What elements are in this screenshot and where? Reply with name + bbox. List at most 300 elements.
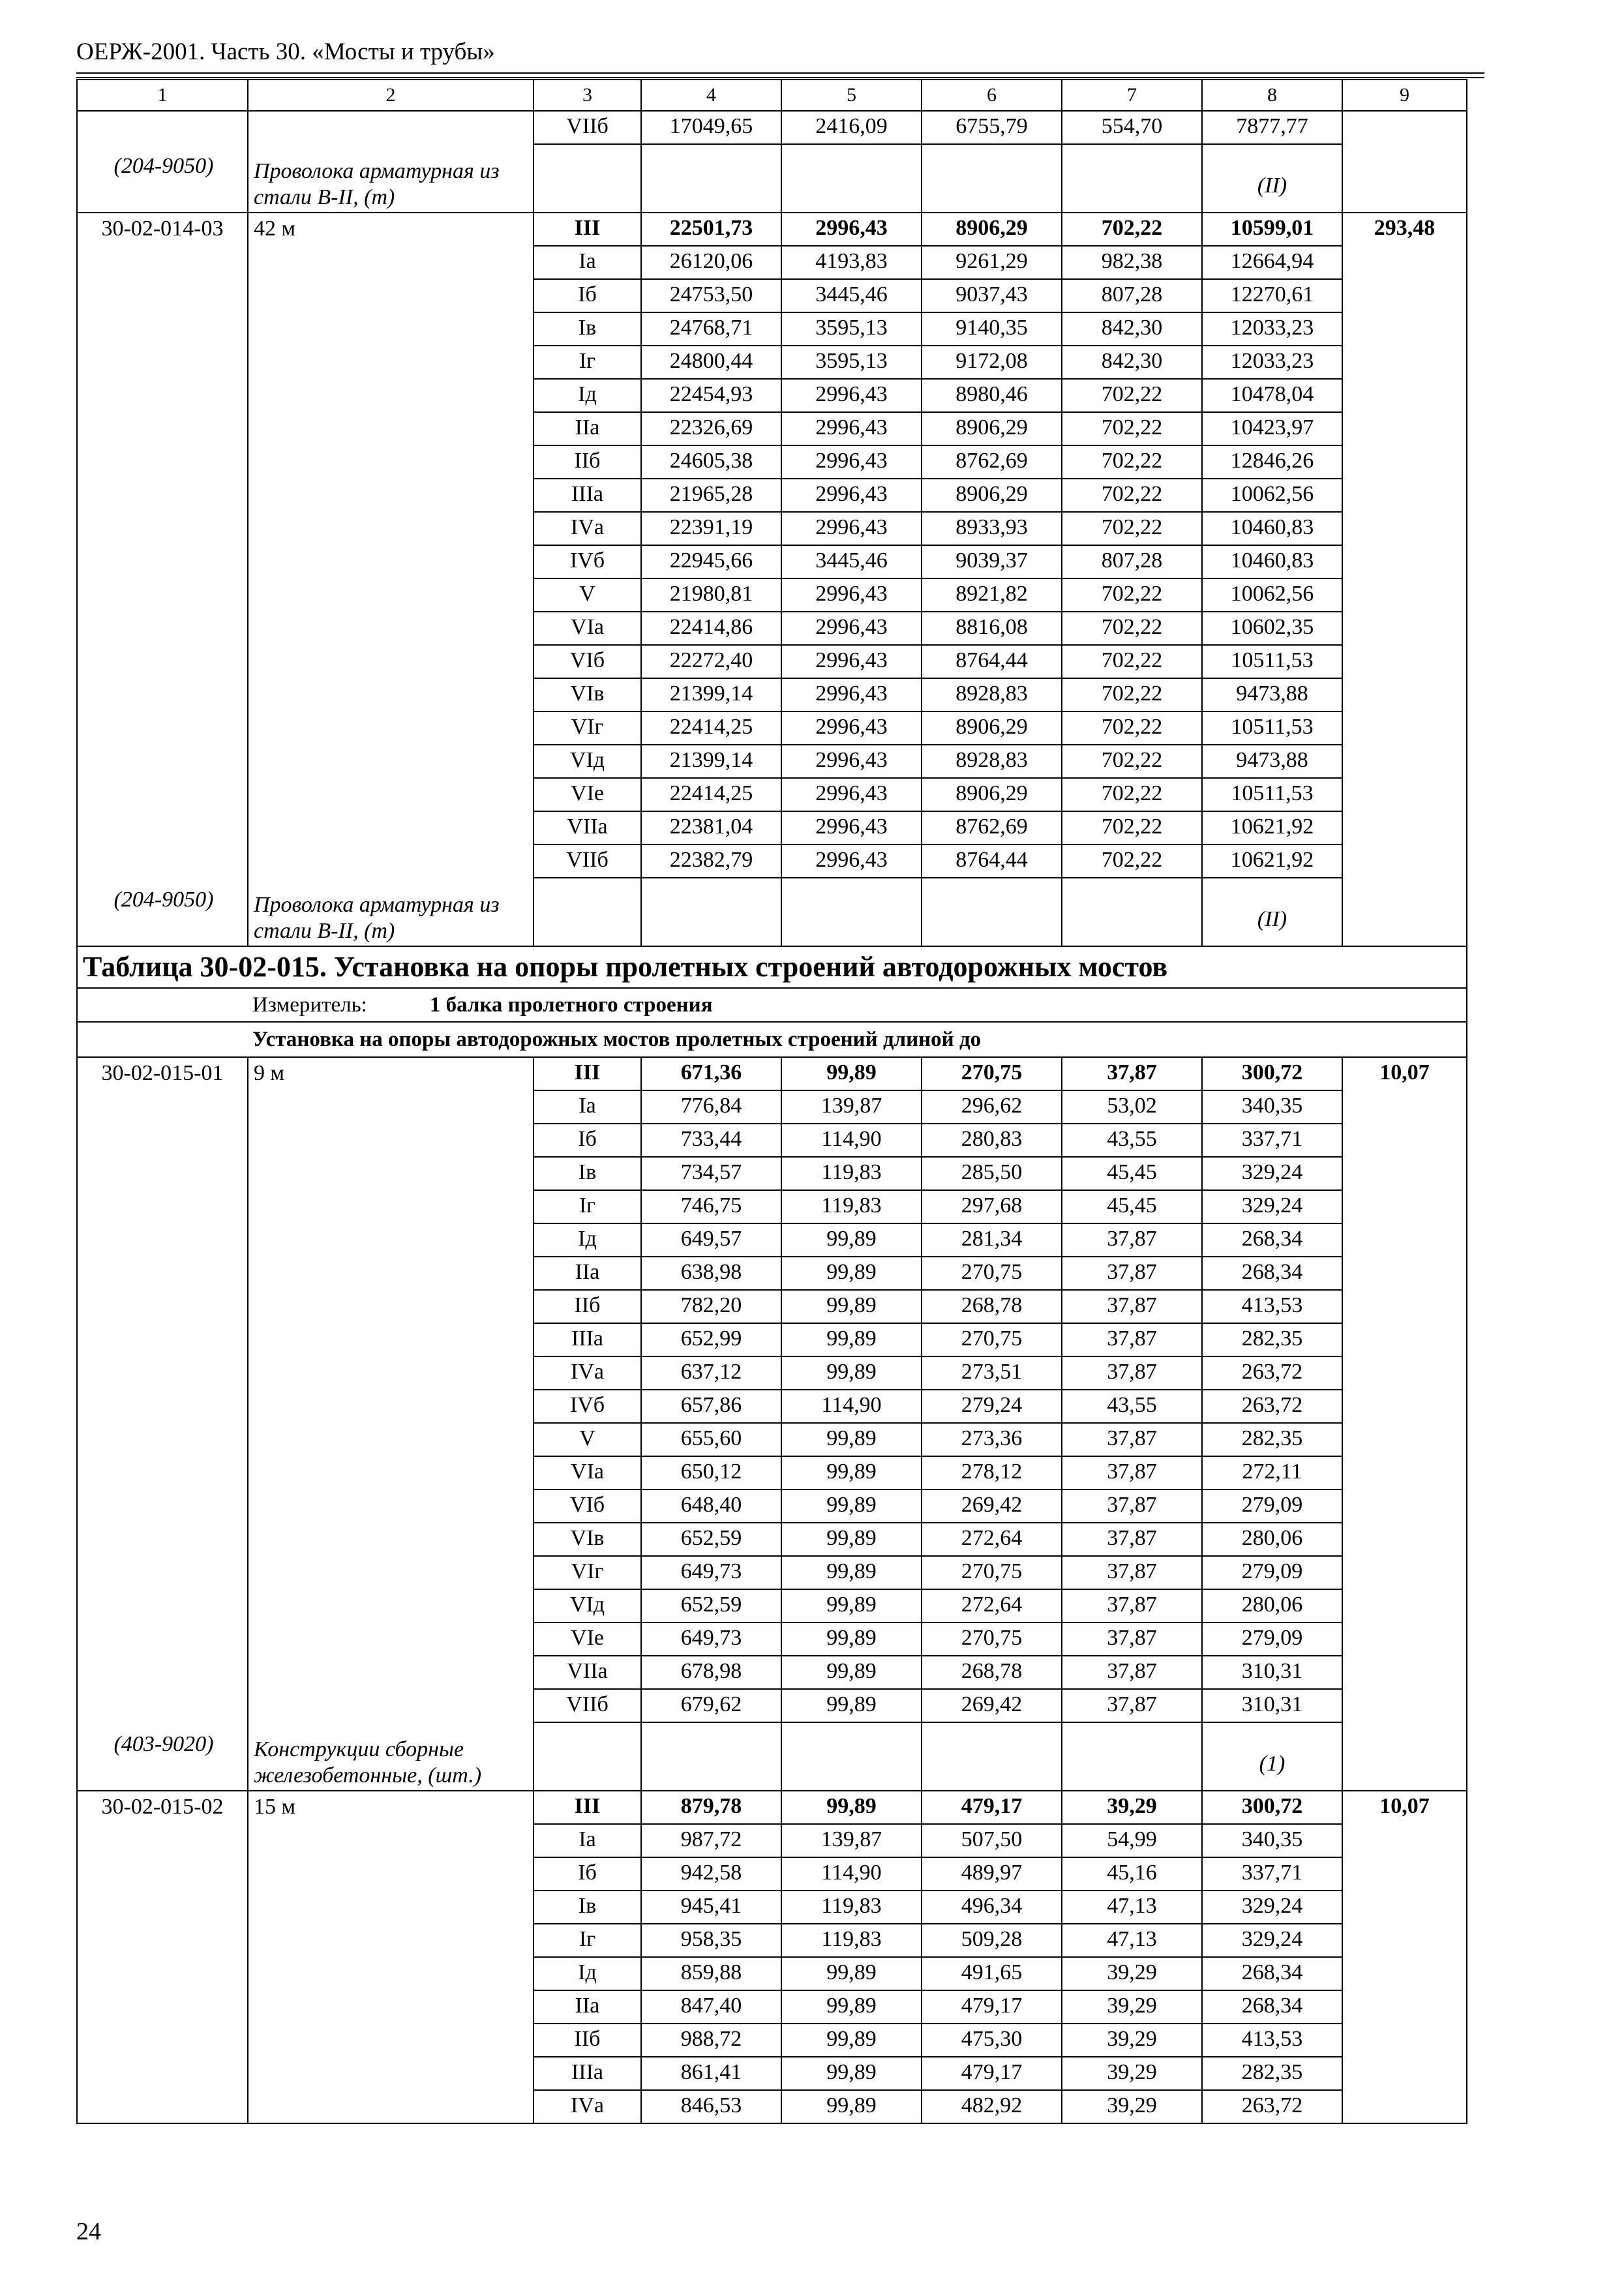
value-cell: 2996,43 (781, 778, 922, 811)
value-cell: 637,12 (641, 1356, 781, 1390)
value-cell: 679,62 (641, 1689, 781, 1722)
row-label: VIг (534, 1556, 641, 1589)
value-cell: 482,92 (922, 2090, 1062, 2123)
value-cell: 10621,92 (1202, 845, 1342, 878)
value-cell: 139,87 (781, 1090, 922, 1124)
value-cell: 99,89 (781, 2024, 922, 2057)
row-label: IVб (534, 1390, 641, 1423)
row-label: V (534, 1423, 641, 1456)
value-cell: 10062,56 (1202, 479, 1342, 512)
value-cell: 37,87 (1062, 1556, 1202, 1589)
subtitle-row (77, 1022, 1467, 1057)
value-cell: 21399,14 (641, 678, 781, 711)
table-row (77, 1791, 1467, 1824)
value-cell: 842,30 (1062, 312, 1202, 346)
row-label: IIа (534, 1990, 641, 2024)
empty-cell (922, 1722, 1062, 1791)
value-cell: 2996,43 (781, 845, 922, 878)
value-cell: 8906,29 (922, 479, 1062, 512)
value-cell: 296,62 (922, 1090, 1062, 1124)
value-cell: 270,75 (922, 1623, 1062, 1656)
row-label: Iд (534, 379, 641, 412)
row-label: IIIа (534, 1323, 641, 1356)
value-cell: 10423,97 (1202, 412, 1342, 445)
value-cell: 268,78 (922, 1656, 1062, 1689)
value-cell: 45,45 (1062, 1157, 1202, 1190)
value-cell: 807,28 (1062, 279, 1202, 312)
value-cell: 268,34 (1202, 1990, 1342, 2024)
value-cell: 702,22 (1062, 479, 1202, 512)
value-cell: 99,89 (781, 1523, 922, 1556)
value-cell: 2996,43 (781, 379, 922, 412)
value-cell: 2416,09 (781, 111, 922, 144)
empty-cell (1062, 878, 1202, 946)
row-label: IVа (534, 1356, 641, 1390)
value-cell: 24605,38 (641, 445, 781, 479)
value-cell: 702,22 (1062, 612, 1202, 645)
value-cell: 8762,69 (922, 445, 1062, 479)
value-cell: 37,87 (1062, 1523, 1202, 1556)
value-cell: 8906,29 (922, 213, 1062, 246)
row-label: III (534, 213, 641, 246)
value-cell: 269,42 (922, 1689, 1062, 1722)
value-cell: 678,98 (641, 1656, 781, 1689)
value-cell: 2996,43 (781, 578, 922, 612)
value-cell: 9172,08 (922, 346, 1062, 379)
value-cell: 285,50 (922, 1157, 1062, 1190)
value-cell: 657,86 (641, 1390, 781, 1423)
value-cell: 99,89 (781, 1556, 922, 1589)
row-label: VIг (534, 711, 641, 745)
value-cell: 12033,23 (1202, 346, 1342, 379)
value-cell: 649,57 (641, 1223, 781, 1257)
value-cell: 12033,23 (1202, 312, 1342, 346)
value-cell: 119,83 (781, 1924, 922, 1957)
row-label: VIе (534, 778, 641, 811)
value-cell: 10602,35 (1202, 612, 1342, 645)
value-cell: 268,78 (922, 1290, 1062, 1323)
value-cell: 776,84 (641, 1090, 781, 1124)
value-cell: 479,17 (922, 1791, 1062, 1824)
column-number: 1 (77, 80, 248, 111)
row-label: VIIб (534, 1689, 641, 1722)
value-cell: 47,13 (1062, 1924, 1202, 1957)
value-cell: 7877,77 (1202, 111, 1342, 144)
value-cell: 337,71 (1202, 1857, 1342, 1891)
col9-cell (1342, 111, 1467, 213)
value-cell: 99,89 (781, 1957, 922, 1990)
value-cell: 39,29 (1062, 1791, 1202, 1824)
value-cell: 43,55 (1062, 1390, 1202, 1423)
value-cell: 22326,69 (641, 412, 781, 445)
value-cell: 114,90 (781, 1124, 922, 1157)
value-cell: 114,90 (781, 1857, 922, 1891)
value-cell: 3445,46 (781, 545, 922, 578)
value-cell: 139,87 (781, 1824, 922, 1857)
row-label: VIа (534, 1456, 641, 1489)
value-cell: 958,35 (641, 1924, 781, 1957)
value-cell: 413,53 (1202, 1290, 1342, 1323)
value-cell: 99,89 (781, 1489, 922, 1523)
row-label: V (534, 578, 641, 612)
value-cell: 12664,94 (1202, 246, 1342, 279)
value-cell: 3595,13 (781, 312, 922, 346)
row-label: Iг (534, 346, 641, 379)
empty-cell (641, 144, 781, 213)
value-cell: 10599,01 (1202, 213, 1342, 246)
value-cell: 263,72 (1202, 1390, 1342, 1423)
value-cell: 650,12 (641, 1456, 781, 1489)
value-cell: 39,29 (1062, 2090, 1202, 2123)
value-cell: 652,59 (641, 1523, 781, 1556)
value-cell: 10511,53 (1202, 645, 1342, 678)
item-name: 9 м (254, 1061, 285, 1085)
empty-cell (534, 144, 641, 213)
measure-row (77, 988, 1467, 1022)
value-cell: 22414,25 (641, 778, 781, 811)
material-name-line: Проволока арматурная из (254, 893, 500, 917)
price-table (76, 79, 1467, 2124)
value-cell: 37,87 (1062, 1489, 1202, 1523)
row-label: Iв (534, 1157, 641, 1190)
material-mark: (II) (1257, 907, 1287, 931)
value-cell: 8921,82 (922, 578, 1062, 612)
row-label: Iг (534, 1190, 641, 1223)
value-cell: 270,75 (922, 1257, 1062, 1290)
row-label: Iд (534, 1957, 641, 1990)
row-label: Iб (534, 1124, 641, 1157)
row-label: IVа (534, 2090, 641, 2123)
value-cell: 2996,43 (781, 745, 922, 778)
value-cell: 12846,26 (1202, 445, 1342, 479)
value-cell: 17049,65 (641, 111, 781, 144)
value-cell: 22945,66 (641, 545, 781, 578)
value-cell: 99,89 (781, 1356, 922, 1390)
value-cell: 12270,61 (1202, 279, 1342, 312)
value-cell: 24753,50 (641, 279, 781, 312)
value-cell: 942,58 (641, 1857, 781, 1891)
value-cell: 37,87 (1062, 1456, 1202, 1489)
column-number: 4 (641, 80, 781, 111)
value-cell: 279,09 (1202, 1556, 1342, 1589)
item-name: 15 м (254, 1795, 296, 1819)
value-cell: 22414,86 (641, 612, 781, 645)
header-rule (76, 77, 1484, 78)
empty-cell (641, 1722, 781, 1791)
col9-value: 293,48 (1342, 213, 1467, 946)
empty-cell (1062, 144, 1202, 213)
value-cell: 10478,04 (1202, 379, 1342, 412)
value-cell: 272,64 (922, 1589, 1062, 1623)
value-cell: 988,72 (641, 2024, 781, 2057)
value-cell: 24768,71 (641, 312, 781, 346)
value-cell: 99,89 (781, 1623, 922, 1656)
value-cell: 99,89 (781, 1791, 922, 1824)
value-cell: 702,22 (1062, 745, 1202, 778)
value-cell: 702,22 (1062, 678, 1202, 711)
value-cell: 337,71 (1202, 1124, 1342, 1157)
row-label: III (534, 1057, 641, 1090)
value-cell: 702,22 (1062, 578, 1202, 612)
value-cell: 671,36 (641, 1057, 781, 1090)
value-cell: 340,35 (1202, 1824, 1342, 1857)
column-number-row (77, 80, 1467, 111)
column-number: 8 (1202, 80, 1342, 111)
value-cell: 22391,19 (641, 512, 781, 545)
value-cell: 39,29 (1062, 1990, 1202, 2024)
value-cell: 47,13 (1062, 1891, 1202, 1924)
material-name-line: стали В-II, (т) (254, 919, 395, 943)
value-cell: 99,89 (781, 1423, 922, 1456)
value-cell: 99,89 (781, 1589, 922, 1623)
value-cell: 329,24 (1202, 1891, 1342, 1924)
value-cell: 329,24 (1202, 1190, 1342, 1223)
row-label: Iв (534, 312, 641, 346)
value-cell: 22272,40 (641, 645, 781, 678)
value-cell: 842,30 (1062, 346, 1202, 379)
value-cell: 22501,73 (641, 213, 781, 246)
table-row (77, 213, 1467, 246)
value-cell: 987,72 (641, 1824, 781, 1857)
section-title-row (77, 946, 1467, 988)
row-label: IIб (534, 1290, 641, 1323)
value-cell: 37,87 (1062, 1356, 1202, 1390)
value-cell: 54,99 (1062, 1824, 1202, 1857)
value-cell: 279,24 (922, 1390, 1062, 1423)
value-cell: 99,89 (781, 1456, 922, 1489)
value-cell: 278,12 (922, 1456, 1062, 1489)
empty-cell (534, 878, 641, 946)
value-cell: 340,35 (1202, 1090, 1342, 1124)
row-label: IIIа (534, 2057, 641, 2090)
value-cell: 9140,35 (922, 312, 1062, 346)
value-cell: 702,22 (1062, 512, 1202, 545)
value-cell: 8764,44 (922, 845, 1062, 878)
value-cell: 273,36 (922, 1423, 1062, 1456)
value-cell: 10460,83 (1202, 512, 1342, 545)
value-cell: 37,87 (1062, 1323, 1202, 1356)
row-label: Iа (534, 1090, 641, 1124)
row-label: VIе (534, 1623, 641, 1656)
header-rule (76, 72, 1484, 74)
value-cell: 22382,79 (641, 845, 781, 878)
row-label: IIб (534, 445, 641, 479)
value-cell: 297,68 (922, 1190, 1062, 1223)
empty-cell (922, 878, 1062, 946)
value-cell: 10511,53 (1202, 778, 1342, 811)
value-cell: 702,22 (1062, 845, 1202, 878)
value-cell: 638,98 (641, 1257, 781, 1290)
row-label: VIд (534, 1589, 641, 1623)
value-cell: 21965,28 (641, 479, 781, 512)
value-cell: 8933,93 (922, 512, 1062, 545)
column-number: 9 (1342, 80, 1467, 111)
material-name (254, 1737, 530, 1789)
value-cell: 846,53 (641, 2090, 781, 2123)
row-label: VIб (534, 1489, 641, 1523)
material-name-line: Проволока арматурная из (254, 159, 500, 183)
value-cell: 847,40 (641, 1990, 781, 2024)
row-label: Iв (534, 1891, 641, 1924)
measure-label: Измеритель: (252, 993, 367, 1017)
material-mark-cell (1202, 878, 1342, 946)
value-cell: 22414,25 (641, 711, 781, 745)
value-cell: 8816,08 (922, 612, 1062, 645)
row-label: Iа (534, 246, 641, 279)
value-cell: 648,40 (641, 1489, 781, 1523)
value-cell: 8928,83 (922, 745, 1062, 778)
value-cell: 99,89 (781, 2057, 922, 2090)
value-cell: 879,78 (641, 1791, 781, 1824)
value-cell: 652,59 (641, 1589, 781, 1623)
value-cell: 2996,43 (781, 811, 922, 845)
value-cell: 24800,44 (641, 346, 781, 379)
value-cell: 282,35 (1202, 1323, 1342, 1356)
value-cell: 310,31 (1202, 1689, 1342, 1722)
value-cell: 269,42 (922, 1489, 1062, 1523)
row-label: Iб (534, 1857, 641, 1891)
value-cell: 702,22 (1062, 379, 1202, 412)
value-cell: 702,22 (1062, 711, 1202, 745)
value-cell: 8928,83 (922, 678, 1062, 711)
value-cell: 270,75 (922, 1057, 1062, 1090)
row-label: IIIа (534, 479, 641, 512)
value-cell: 282,35 (1202, 1423, 1342, 1456)
table-row (77, 111, 1467, 144)
empty-cell (781, 1722, 922, 1791)
value-cell: 10460,83 (1202, 545, 1342, 578)
empty-cell (534, 1722, 641, 1791)
empty-cell (922, 144, 1062, 213)
value-cell: 37,87 (1062, 1223, 1202, 1257)
value-cell: 6755,79 (922, 111, 1062, 144)
row-label: IIа (534, 412, 641, 445)
value-cell: 10062,56 (1202, 578, 1342, 612)
col9-value: 10,07 (1342, 1057, 1467, 1791)
value-cell: 509,28 (922, 1924, 1062, 1957)
value-cell: 2996,43 (781, 612, 922, 645)
row-label: Iа (534, 1824, 641, 1857)
value-cell: 649,73 (641, 1623, 781, 1656)
empty-cell (781, 144, 922, 213)
value-cell: 273,51 (922, 1356, 1062, 1390)
value-cell: 21399,14 (641, 745, 781, 778)
code-cell (77, 213, 248, 946)
material-mark: (1) (1259, 1752, 1286, 1776)
empty-cell (641, 878, 781, 946)
name-cell (248, 1791, 534, 2123)
material-code: (204-9050) (113, 888, 214, 912)
code-cell (77, 111, 248, 213)
empty-cell (781, 878, 922, 946)
value-cell: 53,02 (1062, 1090, 1202, 1124)
value-cell: 280,83 (922, 1124, 1062, 1157)
measure-value: 1 балка пролетного строения (429, 993, 713, 1017)
value-cell: 807,28 (1062, 545, 1202, 578)
value-cell: 982,38 (1062, 246, 1202, 279)
material-code: (204-9050) (113, 154, 214, 178)
value-cell: 39,29 (1062, 1957, 1202, 1990)
value-cell: 3445,46 (781, 279, 922, 312)
row-label: VIв (534, 678, 641, 711)
value-cell: 22454,93 (641, 379, 781, 412)
row-label: VIб (534, 645, 641, 678)
value-cell: 8906,29 (922, 412, 1062, 445)
row-label: III (534, 1791, 641, 1824)
item-code: 30-02-015-01 (101, 1061, 224, 1085)
row-label: Iб (534, 279, 641, 312)
value-cell: 746,75 (641, 1190, 781, 1223)
value-cell: 280,06 (1202, 1523, 1342, 1556)
row-label: VIа (534, 612, 641, 645)
code-cell (77, 1791, 248, 2123)
value-cell: 479,17 (922, 2057, 1062, 2090)
material-name-line: железобетонные, (шт.) (254, 1763, 482, 1788)
measure-cell (77, 988, 1467, 1022)
value-cell: 9473,88 (1202, 745, 1342, 778)
value-cell: 268,34 (1202, 1957, 1342, 1990)
value-cell: 489,97 (922, 1857, 1062, 1891)
value-cell: 861,41 (641, 2057, 781, 2090)
material-name-line: стали В-II, (т) (254, 185, 395, 209)
col9-value: 10,07 (1342, 1791, 1467, 2123)
value-cell: 39,29 (1062, 2024, 1202, 2057)
material-name (254, 158, 530, 211)
value-cell: 859,88 (641, 1957, 781, 1990)
value-cell: 3595,13 (781, 346, 922, 379)
value-cell: 491,65 (922, 1957, 1062, 1990)
value-cell: 119,83 (781, 1891, 922, 1924)
column-number: 5 (781, 80, 922, 111)
value-cell: 281,34 (922, 1223, 1062, 1257)
item-name: 42 м (254, 217, 296, 241)
page-header: ОЕРЖ-2001. Часть 30. «Мосты и трубы» (76, 38, 495, 65)
value-cell: 99,89 (781, 1689, 922, 1722)
value-cell: 2996,43 (781, 711, 922, 745)
row-label: IVа (534, 512, 641, 545)
value-cell: 280,06 (1202, 1589, 1342, 1623)
value-cell: 37,87 (1062, 1689, 1202, 1722)
value-cell: 8764,44 (922, 645, 1062, 678)
value-cell: 479,17 (922, 1990, 1062, 2024)
value-cell: 37,87 (1062, 1257, 1202, 1290)
material-name-line: Конструкции сборные (254, 1737, 464, 1761)
value-cell: 652,99 (641, 1323, 781, 1356)
section-title: Таблица 30-02-015. Установка на опоры пролетных строений автодорожных мостов (77, 946, 1467, 988)
value-cell: 2996,43 (781, 445, 922, 479)
value-cell: 272,64 (922, 1523, 1062, 1556)
value-cell: 279,09 (1202, 1623, 1342, 1656)
value-cell: 9037,43 (922, 279, 1062, 312)
value-cell: 554,70 (1062, 111, 1202, 144)
row-label: VIIа (534, 1656, 641, 1689)
value-cell: 99,89 (781, 1257, 922, 1290)
section-subtitle: Установка на опоры автодорожных мостов пролетных строений длиной до (252, 1028, 982, 1051)
value-cell: 702,22 (1062, 412, 1202, 445)
value-cell: 279,09 (1202, 1489, 1342, 1523)
value-cell: 2996,43 (781, 678, 922, 711)
value-cell: 268,34 (1202, 1257, 1342, 1290)
value-cell: 37,87 (1062, 1290, 1202, 1323)
value-cell: 272,11 (1202, 1456, 1342, 1489)
value-cell: 8906,29 (922, 778, 1062, 811)
table-row (77, 1057, 1467, 1090)
value-cell: 282,35 (1202, 2057, 1342, 2090)
value-cell: 99,89 (781, 1057, 922, 1090)
value-cell: 26120,06 (641, 246, 781, 279)
row-label: VIIб (534, 111, 641, 144)
value-cell: 37,87 (1062, 1057, 1202, 1090)
